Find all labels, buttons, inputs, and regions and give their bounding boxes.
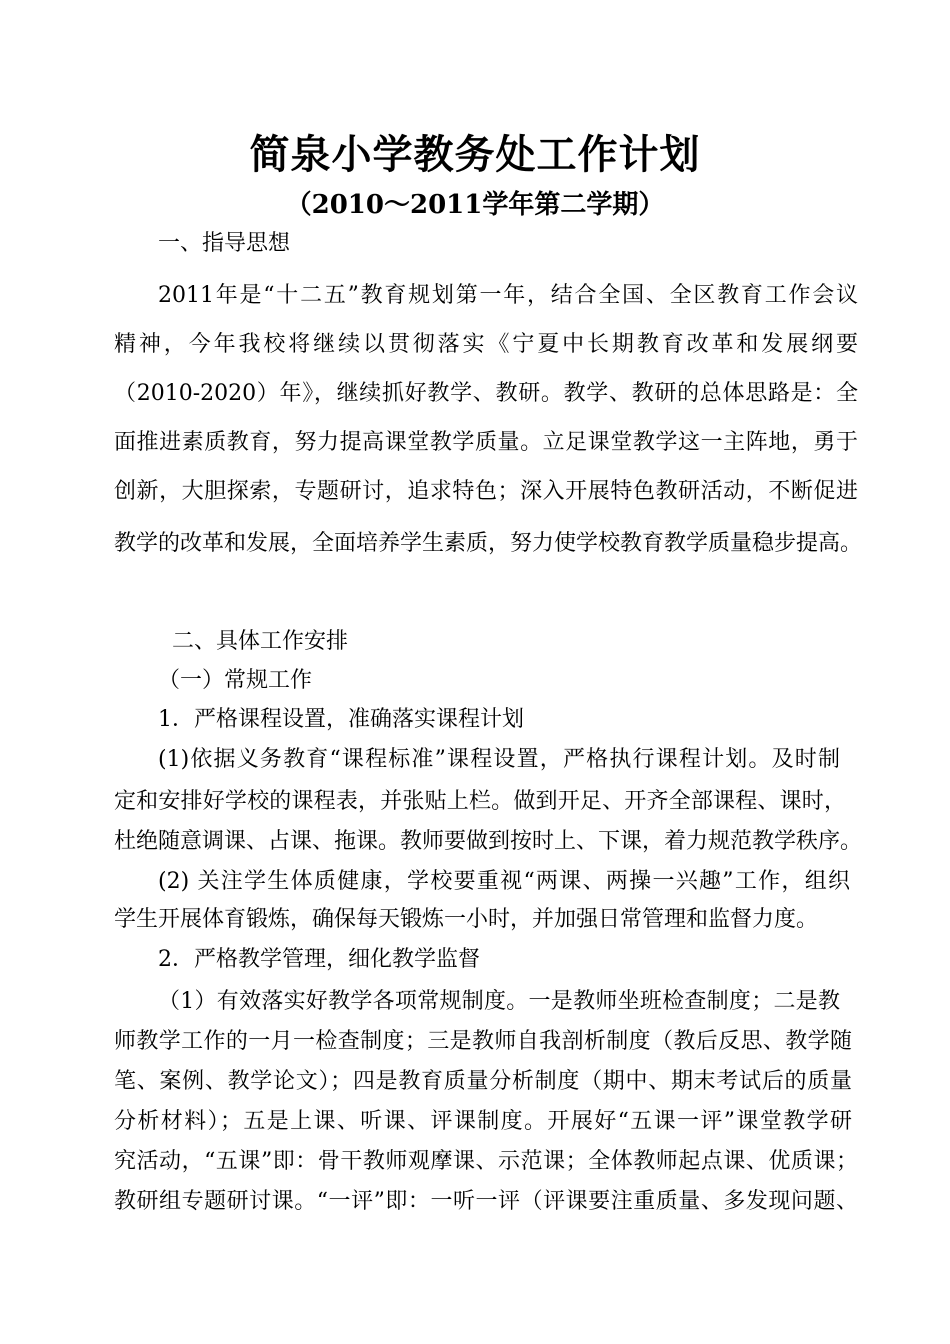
paragraph-line: 2011年是“十二五”教育规划第一年，结合全国、全区教育工作会议 [158, 283, 859, 308]
document-title: 简泉小学教务处工作计划 [249, 131, 701, 178]
paragraph-line: 杜绝随意调课、占课、拖课。教师要做到按时上、下课，着力规范教学秩序。 [114, 829, 863, 854]
section-heading: 二、具体工作安排 [172, 629, 349, 654]
paragraph-line: (1)依据义务教育“课程标准”课程设置，严格执行课程计划。及时制 [158, 747, 840, 772]
paragraph-line: (2) 关注学生体质健康，学校要重视“两课、两操一兴趣”工作，组织 [158, 869, 850, 894]
section-heading: 一、指导思想 [158, 231, 291, 256]
paragraph-line: 学生开展体育锻炼，确保每天锻炼一小时，并加强日常管理和监督力度。 [114, 907, 819, 932]
paragraph-line: 创新，大胆探索，专题研讨，追求特色；深入开展特色教研活动，不断促进 [114, 479, 858, 504]
paragraph-line: 分析材料）；五是上课、听课、评课制度。开展好“五课一评”课堂教学研 [114, 1109, 852, 1134]
item-heading: 1．严格课程设置，准确落实课程计划 [158, 707, 524, 732]
paragraph-line: （2010-2020）年》，继续抓好教学、教研。教学、教研的总体思路是：全 [114, 381, 858, 406]
paragraph-line: 笔、案例、教学论文）；四是教育质量分析制度（期中、期末考试后的质量 [114, 1069, 852, 1094]
paragraph-line: 教学的改革和发展，全面培养学生素质，努力使学校教育教学质量稳步提高。 [114, 531, 863, 556]
paragraph-line: 定和安排好学校的课程表，并张贴上栏。做到开足、开齐全部课程、课时， [114, 789, 846, 814]
paragraph-line: 师教学工作的一月一检查制度；三是教师自我剖析制度（教后反思、教学随 [114, 1029, 852, 1054]
paragraph-line: 究活动，“五课”即：骨干教师观摩课、示范课；全体教师起点课、优质课； [114, 1149, 858, 1174]
paragraph-line: 面推进素质教育，努力提高课堂教学质量。立足课堂教学这一主阵地，勇于 [114, 430, 858, 455]
subsection-heading: （一）常规工作 [158, 668, 313, 693]
paragraph-line: 精神，今年我校将继续以贯彻落实《宁夏中长期教育改革和发展纲要 [114, 332, 858, 357]
paragraph-line: （1）有效落实好教学各项常规制度。一是教师坐班检查制度；二是教 [158, 989, 840, 1014]
paragraph-line: 教研组专题研讨课。“一评”即：一听一评（评课要注重质量、多发现问题、 [114, 1189, 858, 1214]
document-subtitle: （2010～2011学年第二学期） [285, 190, 665, 220]
item-heading: 2．严格教学管理，细化教学监督 [158, 947, 480, 972]
